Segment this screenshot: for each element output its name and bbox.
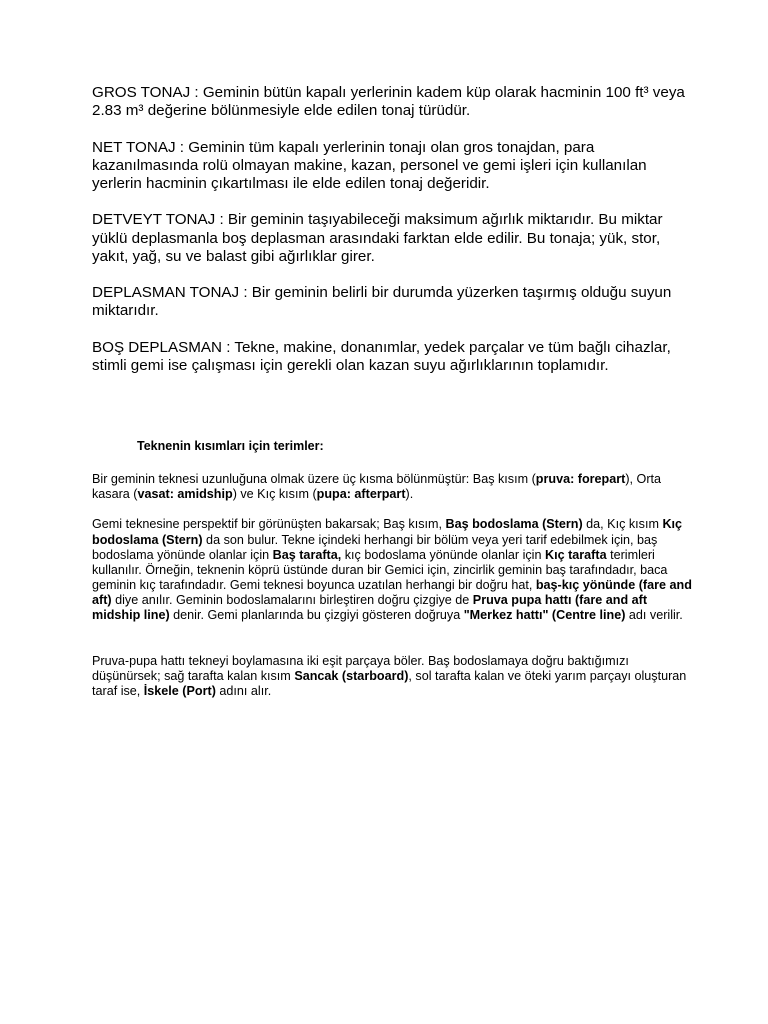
paragraph-perspective [92,517,692,623]
text-run: adını alır. [215,684,272,699]
bold-term: Baş tarafta, [272,547,342,562]
text-run: da son bulur. Tekne içindeki herhangi bir bölüm veya yeri tarif edebilmek için, baş bodoslama yönünde olanlar için [92,532,658,562]
text-run: terimleri kullanılır. Örneğin, teknenin köprü üstünde duran bir Gemici için, zincirlik geminin baş tarafındadır, baca geminin kıç tarafındadır. Gemi teknesi boyunca uzatılan herhangi bir doğru hat, [92,547,668,593]
definition-detveyt-tonaj: DETVEYT TONAJ : Bir geminin taşıyabileceği maksimum ağırlık miktarıdır. Bu miktar yüklü deplasmanla boş deplasman arasındaki farktan elde edilir. Bu tonaja; yük, stor, yakıt, yağ, su ve balast gibi ağırlıklar girer. [92,211,663,265]
text-run: diye anılır. Geminin bodoslamalarını birleştiren doğru çizgiye de [111,593,473,608]
text-run: ). [405,487,414,502]
section-title: Teknenin kısımları için terimler: [137,439,324,453]
hull-terms-body [92,472,692,639]
text-run: Gemi teknesine perspektif bir görünüşten bakarsak; Baş kısım, [92,517,446,532]
text-run: denir. Gemi planlarında bu çizgiyi gösteren doğruya [169,608,464,623]
bold-term: Baş bodoslama (Stern) [445,517,583,532]
bold-term: "Merkez hattı" (Centre line) [463,608,626,623]
text-run: Pruva-pupa hattı tekneyi boylamasına iki eşit parçaya böler. Baş bodoslamaya doğru baktığımızı düşünürsek; sağ tarafta kalan kısım [92,654,629,684]
bold-term: pruva: forepart [535,472,626,486]
bold-term: vasat: amidship [137,487,233,502]
hull-terms-body-continued [92,654,692,699]
tonnage-definitions [92,84,692,393]
text-run: da, Kıç kısım [582,517,663,532]
text-run: kıç bodoslama yönünde olanlar için [341,547,545,562]
bold-term: pupa: afterpart [316,487,406,502]
text-run: ) ve Kıç kısım ( [232,487,317,502]
bold-term: Kıç tarafta [544,547,607,562]
definition-deplasman-tonaj: DEPLASMAN TONAJ : Bir geminin belirli bir durumda yüzerken taşırmış olduğu suyun miktarıdır. [92,284,672,320]
bold-term: Sancak (starboard) [294,669,409,684]
text-run: , sol tarafta kalan ve öteki yarım parçayı oluşturan taraf ise, [92,669,687,699]
bold-term: baş-kıç yönünde (fare and aft) [92,578,692,608]
definition-gros-tonaj: GROS TONAJ : Geminin bütün kapalı yerlerinin kadem küp olarak hacminin 100 ft³ veya 2.83 m³ değerine bölünmesiyle elde edilen tonaj türüdür. [92,84,685,120]
text-run: adı verilir. [625,608,683,623]
text-run: Bir geminin teknesi uzunluğuna olmak üzere üç kısma bölünmüştür: Baş kısım ( [92,472,536,486]
bold-term: İskele (Port) [143,684,216,699]
text-run: ), Orta kasara ( [92,472,662,502]
definition-net-tonaj: NET TONAJ : Geminin tüm kapalı yerlerinin tonajı olan gros tonajdan, para kazanılmasında rolü olmayan makine, kazan, personel ve gemi işleri için kullanılan yerlerin hacminin çıkartılması ile elde edilen tonaj değeridir. [92,138,647,192]
bold-term: Kıç bodoslama (Stern) [92,517,683,547]
paragraph-port-starboard [92,654,692,699]
definition-bos-deplasman: BOŞ DEPLASMAN : Tekne, makine, donanımlar, yedek parçalar ve tüm bağlı cihazlar, stimli gemi ise çalışması için gerekli olan kazan suyu ağırlıklarının toplamıdır. [92,338,671,374]
paragraph-hull-parts [92,472,692,502]
bold-term: Pruva pupa hattı (fare and aft midship line) [92,593,648,623]
